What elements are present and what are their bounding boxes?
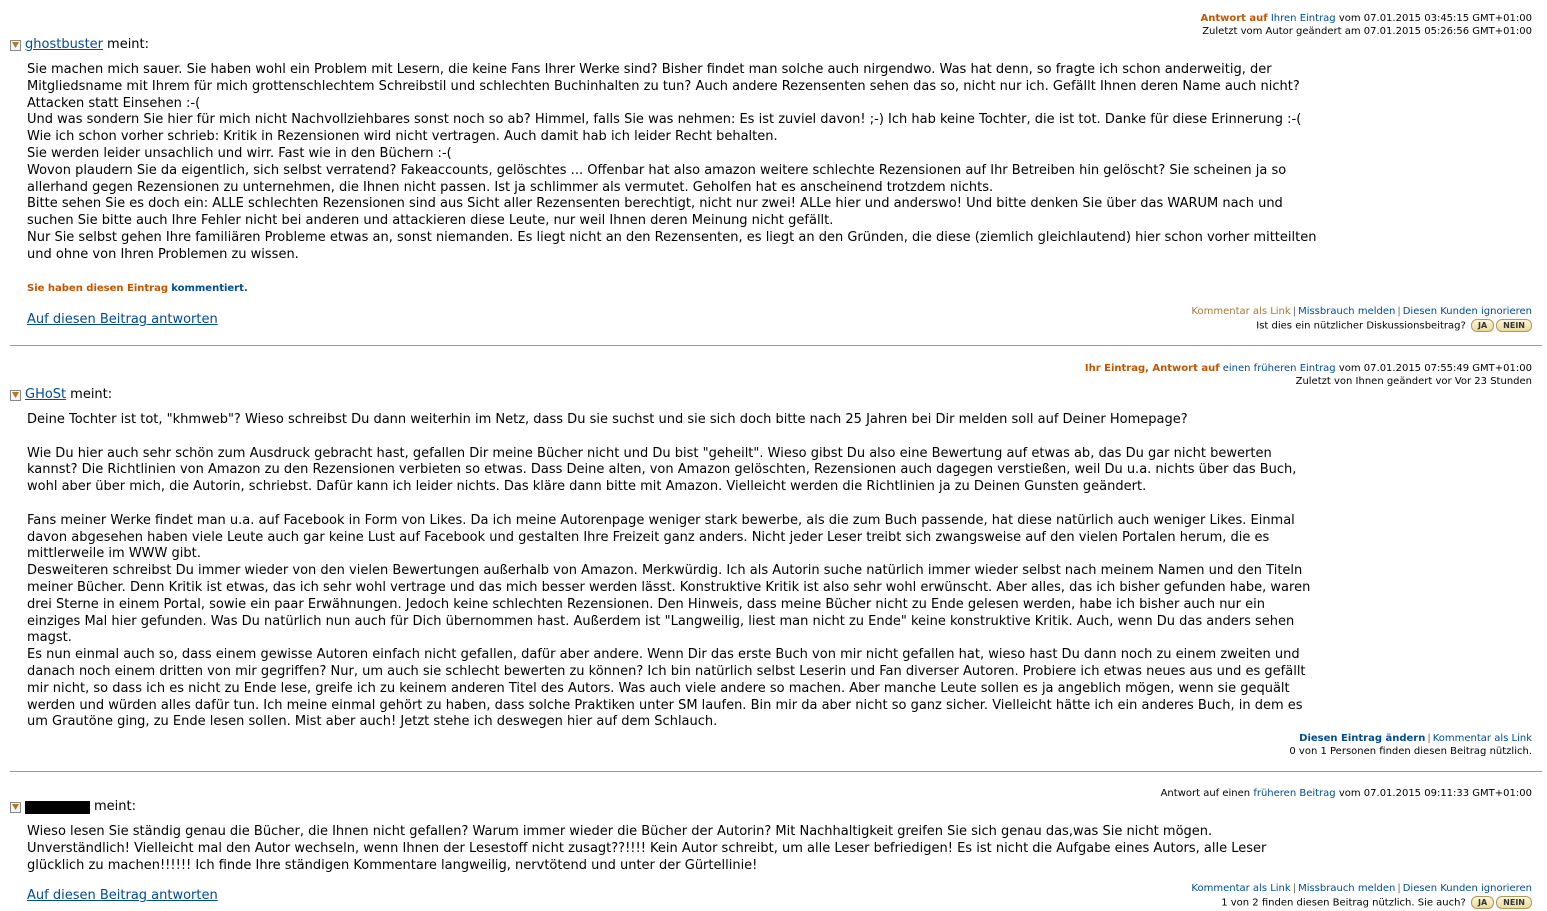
post2-author[interactable]: GHoSt [25,387,67,402]
post2-edit-note: Zuletzt von Ihnen geändert vor Vor 23 Stunden [1295,376,1532,387]
post3-helpful-question: 1 von 2 finden diesen Beitrag nützlich. Sie auch? [1221,897,1466,909]
collapse-icon[interactable] [10,40,21,51]
post1-helpful-question: Ist dies ein nützlicher Diskussionsbeitrag? [1256,320,1466,332]
post2-actions: Diesen Eintrag ändern | Kommentar als Link 0 von 1 Personen finden diesen Beitrag nützlich. [1289,733,1532,757]
post3-body: Wieso lesen Sie ständig genau die Bücher, die Ihnen nicht gefallen? Warum immer wieder die Bücher der Autorin? Mit Nachhaltigkeit greifen Sie sich genau das,was Sie nicht mögen. Unverständlich! Vielleicht mal den Autor wechseln, wenn Ihnen der Lesestoff nicht zusagt??!!!! Kein Autor schreibt, um alle Leser befriedigen! Es ist nicht die Aufgabe eines Autors, alle Leser glücklich zu machen!!!!!! Ich finde Ihre ständigen Kommentare langweilig, nervtötend und unter der Gürtellinie! [27,824,1271,873]
post1-parent-link[interactable]: Ihren Eintrag [1270,13,1336,24]
post3-comment-as-link[interactable]: Kommentar als Link [1191,883,1291,894]
post2-helpful-count: 0 von 1 Personen finden diesen Beitrag nützlich. [1289,746,1532,757]
post3-no-button[interactable]: NEIN [1496,896,1532,909]
post1-commented-note [27,282,248,295]
post1-meta-prefix: Antwort auf [1200,13,1268,24]
post1-commented-suffix: . [243,283,248,294]
post1-date: vom 07.01.2015 03:45:15 GMT+01:00 [1338,13,1532,24]
post1-meta [1200,12,1532,38]
post2-says: meint: [70,387,113,402]
post1-commented-link[interactable]: kommentiert [171,283,244,294]
collapse-icon[interactable] [10,390,21,401]
post2-author-line [10,387,112,403]
divider [10,345,1542,346]
post1-edit-note: Zuletzt vom Autor geändert am 07.01.2015 05:26:56 GMT+01:00 [1202,26,1532,37]
post1-actions: Kommentar als Link | Missbrauch melden | Diesen Kunden ignorieren Ist dies ein nützlicher Diskussionsbeitrag? JA NEIN [1191,306,1532,332]
post1-no-button[interactable]: NEIN [1496,319,1532,332]
divider [10,771,1542,772]
post2-body: Deine Tochter ist tot, "khmweb"? Wieso schreibst Du dann weiterhin im Netz, dass Du sie suchst und sie sich doch bitte nach 25 Jahren bei Dir melden soll auf Deiner Homepage? Wie Du hier auch sehr schön zum Ausdruck gebracht hast, gefallen Dir meine Bücher nicht und Du bist "geheilt". Wieso gibst Du also eine Bewertung auf etwas ab, das Du gar nicht bewerten kannst? Die Richtlinien von Amazon zu den Rezensionen verbieten so etwas. Dass Deine alten, von Amazon gelöschten, Rezensionen auch dagegen verstießen, weil Du u.a. nichts über das Buch, wohl aber über mich, die Autorin, schriebst. Dafür kann ich leider nichts. Das kläre dann bitte mit Amazon. Vielleicht werden die Richtlinien ja zu Deinen Gunsten geändert. Fans meiner Werke findet man u.a. auf Facebook in Form von Likes. Da ich meine Autorenpage weniger stark bewerbe, als die zum Buch passende, hat diese natürlich auch weniger Likes. Einmal davon abgesehen haben viele Leute auch gar keine Lust auf Facebook und gestalten Ihre Freizeit ganz anders. Nicht jeder Leser treibt sich zwangsweise auf den vielen Portalen herum, die es mittlerweile im WWW gibt. Desweiteren schreibst Du immer wieder von den vielen Bewertungen außerhalb von Amazon. Merkwürdig. Ich als Autorin suche natürlich immer wieder selbst nach meinem Namen und den Titeln meiner Bücher. Denn Kritik ist etwas, das ich sehr wohl vertrage und das mich besser werden lässt. Konstruktive Kritik ist also sehr wohl erwünscht. Aber alles, das ich bisher gefunden habe, waren drei Sterne in einem Portal, sowie ein paar Erwähnungen. Jedoch keine schlechten Rezensionen. Den Hinweis, dass meine Bücher nicht zu Ende gelesen werden, habe ich bisher auch nur ein einziges Mal hier gefunden. Was Du natürlich nun auch für Dich übernommen hast. Außerdem ist "Langweilig, liest man nicht zu Ende" keine konstruktive Kritik. Auch, wenn Du das anders sehen magst. Es nun einmal auch so, dass einem gewisse Autoren einfach nicht gefallen, dafür aber andere. Wenn Dir das erste Buch von mir nicht gefallen hat, wieso hast Du dann noch zu einem zweiten und danach noch einem dritten von mir gegriffen? Nur, um auch sie schlecht bewerten zu können? Ich bin natürlich selbst Leserin und Fan diverser Autoren. Probiere ich etwas neues aus und es gefällt mir nicht, so dass ich es nicht zu Ende lese, greife ich zu keinem anderen Titel des Autors. Was auch viele andere so machen. Aber manche Leute sollen es ja angeblich mögen, wenn sie gequält werden und würden alles dafür tun. Ich meine einmal gehört zu haben, dass solche Praktiken unter SM laufen. Bin mir da aber nicht so ganz sicher. Vielleicht hätte ich ein anderes Buch, in dem es um Grautöne ging, zu Ende lesen sollen. Mist aber auch! Jetzt stehe ich deswegen hier auf dem Schlauch. [27,412,1311,730]
post1-author-line [10,37,149,53]
post3-actions: Kommentar als Link | Missbrauch melden | Diesen Kunden ignorieren 1 von 2 finden diesen Beitrag nützlich. Sie auch? JA NEIN [1191,883,1532,909]
post3-yes-button[interactable]: JA [1471,896,1494,909]
post3-date: vom 07.01.2015 09:11:33 GMT+01:00 [1338,788,1532,799]
post2-date: vom 07.01.2015 07:55:49 GMT+01:00 [1338,363,1532,374]
post3-meta [1161,787,1532,800]
redacted-author-name [25,801,90,814]
post1-says: meint: [107,37,150,52]
post3-author-line [10,799,136,815]
post1-report-abuse[interactable]: Missbrauch melden [1298,306,1396,317]
post3-ignore-customer[interactable]: Diesen Kunden ignorieren [1402,883,1532,894]
post3-report-abuse[interactable]: Missbrauch melden [1298,883,1396,894]
post1-author[interactable]: ghostbuster [25,37,104,52]
post3-meta-prefix: Antwort auf einen [1160,788,1251,799]
post1-comment-as-link[interactable]: Kommentar als Link [1191,306,1291,317]
post2-comment-as-link[interactable]: Kommentar als Link [1432,733,1532,744]
post2-parent-link[interactable]: einen früheren Eintrag [1222,363,1336,374]
post3-parent-link[interactable]: früheren Beitrag [1253,788,1336,799]
post3-says: meint: [94,799,136,814]
post1-body: Sie machen mich sauer. Sie haben wohl ein Problem mit Lesern, die keine Fans Ihrer Werke sind? Bisher findet man solche auch nirgendwo. Was hat denn, so fragte ich schon anderweitig, der Mitgliedsname mit Ihrem für mich grottenschlechtem Schreibstil und schlechten Buchinhalten zu tun? Auch andere Rezensenten sehen das so, nicht nur ich. Gefällt Ihnen deren Name auch nicht? Attacken statt Einsehen :-( Und was sondern Sie hier für mich nicht Nachvollziehbares sonst noch so ab? Himmel, falls Sie was nehmen: Es ist zuviel davon! ;-) Ich hab keine Tochter, die ist tot. Danke für diese Erinnerung :-( Wie ich schon vorher schrieb: Kritik in Rezensionen wird nicht vertragen. Auch damit hab ich leider Recht behalten. Sie werden leider unsachlich und wirr. Fast wie in den Büchern :-( Wovon plaudern Sie da eigentlich, sich selbst verratend? Fakeaccounts, gelöschtes ... Offenbar hat also amazon weitere schlechte Rezensionen auf Ihr Betreiben hin gelöscht? Sie scheinen ja so allerhand gegen Rezensionen zu unternehmen, die Ihnen nicht passen. Ist ja schlimmer als vermutet. Geholfen hat es anscheinend trotzdem nichts. Bitte sehen Sie es doch ein: ALLE schlechten Rezensionen sind aus Sicht aller Rezensenten berechtigt, nicht nur zwei! ALLe hier und anderswo! Und bitte denken Sie über das WARUM nach und suchen Sie bitte auch Ihre Fehler nicht bei anderen und attackieren diese Leute, nur weil Ihnen deren Meinung nicht gefällt. Nur Sie selbst gehen Ihre familiären Probleme etwas an, sonst niemanden. Es liegt nicht an den Rezensenten, es liegt an den Gründen, die diese (ziemlich gleichlautend) hier schon vorher mitteilten und ohne von Ihren Problemen zu wissen. [27,62,1317,262]
post2-meta [1085,362,1532,388]
post1-yes-button[interactable]: JA [1471,319,1494,332]
collapse-icon[interactable] [10,802,21,813]
post2-edit-entry[interactable]: Diesen Eintrag ändern [1299,733,1426,744]
post1-commented-prefix: Sie haben diesen Eintrag [27,283,169,294]
post1-reply-link[interactable]: Auf diesen Beitrag antworten [27,312,218,327]
post3-reply-link[interactable]: Auf diesen Beitrag antworten [27,888,218,903]
post2-meta-prefix: Ihr Eintrag, Antwort auf [1084,363,1220,374]
post1-ignore-customer[interactable]: Diesen Kunden ignorieren [1402,306,1532,317]
